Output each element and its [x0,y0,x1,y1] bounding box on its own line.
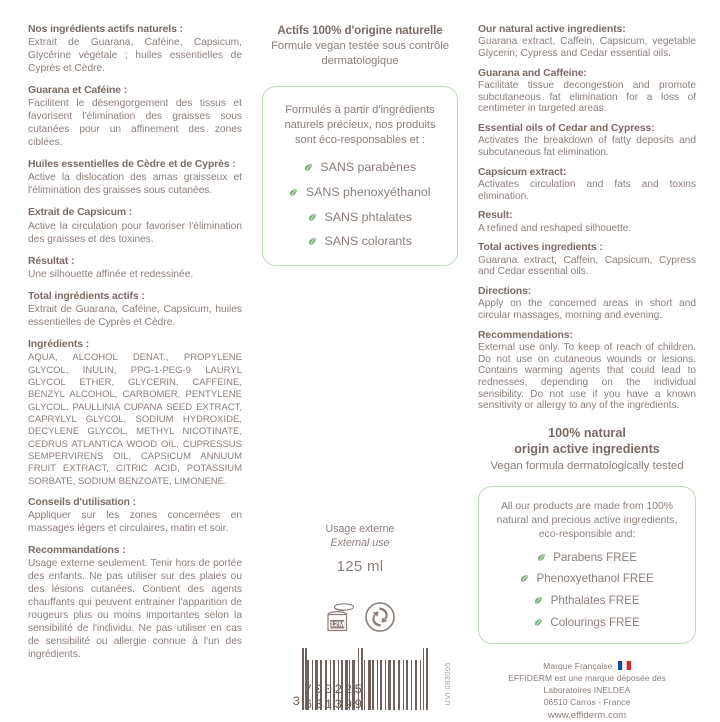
footer-line-1: EFFIDERM est une marque déposée des [478,672,696,684]
list-item [489,595,685,608]
list-item [275,161,445,175]
barcode-lead-digit: 3 [292,694,300,709]
footer-brand-label: Marque Française [543,661,612,671]
footer-brand-line [478,660,696,672]
list-item-label: SANS colorants [324,234,411,248]
section-total-actifs [28,291,242,330]
leaf-icon [308,212,317,221]
section-body: Extrait de Guarana, Caféine, Capsicum, Glycérine végétale ; huiles essentielles de Cyprès et Cèdre. [28,37,242,76]
section-body: Activates the breakdown of fatty deposits and subcutaneous fat elimination. [478,135,696,158]
section-heading: Extrait de Capsicum : [28,207,242,219]
section-heading: Guarana et Caféine : [28,85,242,97]
section-actifs-naturels [28,24,242,76]
sans-list [275,161,445,249]
free-from-intro: All our products are made from 100% natural and precious active ingredients, eco-responsible and: [489,500,685,541]
section-directions [478,286,696,322]
svg-text:12M: 12M [330,620,344,629]
free-from-intro: Formulés à partir d'ingrédients naturels précieux, nos produits sont éco-responsables et : [275,103,445,147]
claim-line-2: origin active ingredients [478,442,696,458]
list-item-label: Colourings FREE [550,616,640,629]
section-body: A refined and reshaped silhouette. [478,223,696,235]
natural-claim [478,426,696,473]
french-flag-icon [618,661,631,670]
section-ingredients [28,339,242,488]
manufacturer-footer [478,660,696,722]
section-body: Active la circulation pour favoriser l'élimination des graisses et des toxines. [28,221,242,247]
french-column [28,24,252,710]
leaf-icon [537,553,546,562]
footer-line-2: Laboratoires INELDEA [478,684,696,696]
leaf-icon [289,187,298,196]
section-heading: Résultat : [28,256,242,268]
section-body: Facilitent le désengorgement des tissus et favorisent l'élimination des graisses sous cutanées pour un affinement des zones ciblées. [28,98,242,150]
section-heading: Huiles essentielles de Cèdre et de Cyprès : [28,159,242,171]
ingredients-heading: Ingrédients : [28,339,242,351]
section-body: Activates circulation and fats and toxins elimination. [478,179,696,202]
section-essential-oils [478,123,696,159]
section-body: Apply on the concerned areas in short and circular massages, morning and evening. [478,298,696,321]
section-body: Guarana extract, Caffein, Capsicum, Cypress and Cedar essential oils. [478,255,696,278]
section-body: Usage externe seulement. Tenir hors de portée des enfants. Ne pas utiliser sur des plaies ou des lésions cutanées. Contient des agents chauffants qui peuvent entrainer l'apparition de rougeurs plus ou moins importantes selon la sensibilité de l'individu. Ne pas utiliser en cas de sensibilité ou allergie connue à l'un des ingrédients. [28,558,242,662]
section-recommandations [28,545,242,662]
volume-text: 125 ml [326,558,395,575]
usage-block [326,523,395,575]
section-guarana-cafeine [28,85,242,150]
free-list [489,552,685,630]
center-column [252,24,468,710]
list-item [489,552,685,565]
section-heading: Recommendations: [478,330,696,342]
section-heading: Total ingrédients actifs : [28,291,242,303]
center-title: Actifs 100% d'origine naturelle [277,24,442,38]
section-heading: Our natural active ingredients: [478,24,696,36]
section-body: Facilitate tissue decongestion and promote subcutaneous fat elimination for a loss of centimeter in targeted areas. [478,80,696,115]
english-column [468,24,696,710]
section-heading: Recommandations : [28,545,242,557]
section-conseils-utilisation [28,497,242,536]
section-heading: Result: [478,210,696,222]
section-body: Guarana extract, Caffein, Capsicum, vegetable Glycerin; Cypress and Cedar essential oils. [478,36,696,59]
claim-line-1: 100% natural [478,426,696,442]
section-body: Appliquer sur les zones concernées en massages légers et circulaires, matin et soir. [28,510,242,536]
section-heading: Nos ingrédients actifs naturels : [28,24,242,36]
list-item-label: Parabens FREE [553,551,637,564]
green-dot-recycling-icon [365,602,395,637]
period-after-opening-icon [325,601,355,638]
lot-code: UVI 083005 [443,662,452,706]
list-item [275,211,445,225]
section-heading: Directions: [478,286,696,298]
usage-french: Usage externe [326,523,395,537]
free-from-box-en [478,486,696,643]
list-item-label: SANS phtalates [324,210,411,224]
section-heading: Total actives ingredients : [478,242,696,254]
section-heading: Essential oils of Cedar and Cypress: [478,123,696,135]
section-result [478,210,696,234]
leaf-icon [308,236,317,245]
section-heading: Guarana and Caffeine: [478,68,696,80]
barcode [292,648,427,710]
list-item-label: SANS parabènes [320,160,416,174]
free-from-box-fr [262,86,458,266]
symbols-row [325,601,395,638]
inci-list: AQUA, ALCOHOL DENAT., PROPYLENE GLYCOL, INULIN, PPG-1-PEG-9 LAURYL GLYCOL ETHER, GLYCERIN, CAFFEINE, BENZYL ALCOHOL, CARBOMER, PENTYLENE GLYCOL, PAULLINIA CUPANA SEED EXTRACT, CAPRYLYL GLYCOL, SODIUM HYDROXIDE, DECYLENE GLYCOL, METHYL NICOTINATE, CEDRUS ATLANTICA WOOD OIL, CUPRESSUS SEMPERVIRENS OIL, CAPSICUM ANNUUM FRUIT EXTRACT, CITRIC ACID, POTASSIUM SORBATE, SODIUM BENZOATE, LIMONENE. [28,352,242,488]
leaf-icon [534,596,543,605]
list-item-label: Phthalates FREE [551,594,640,607]
footer-line-3: 06510 Carros - France [478,696,696,708]
section-natural-actives [478,24,696,60]
section-body: External use only. To keep of reach of children. Do not use on cutaneous wounds or lesions. Contains warming agents that could lead to rednesses, depending on the individual sensibility. Do not use if you have a known sensitivity or allergy to any of the ingredients. [478,342,696,412]
section-capsicum-extract [478,167,696,203]
list-item [489,573,685,586]
section-heading: Capsicum extract: [478,167,696,179]
list-item-label: Phenoxyethanol FREE [536,572,653,585]
section-heading: Conseils d'utilisation : [28,497,242,509]
section-body: Une silhouette affinée et redessinée. [28,269,242,282]
section-capsicum [28,207,242,246]
list-item [275,235,445,249]
section-recommendations [478,330,696,412]
leaf-icon [304,162,313,171]
section-guarana-caffeine [478,68,696,115]
section-huiles-essentielles [28,159,242,198]
claim-line-3: Vegan formula dermatologically tested [478,459,696,474]
section-resultat [28,256,242,282]
list-item [275,186,445,200]
footer-website[interactable]: www.effiderm.com [478,709,696,722]
section-total-actives [478,242,696,278]
leaf-icon [534,618,543,627]
list-item [489,617,685,630]
list-item-label: SANS phenoxyéthanol [306,185,431,199]
section-body: Active la dislocation des amas graisseux et l'élimination des graisses sous cutanées. [28,172,242,198]
barcode-digits: 700225 631399 [304,682,427,712]
section-body: Extrait de Guarana, Caféine, Capsicum, huiles essentielles de Cyprès et Cèdre. [28,304,242,330]
leaf-icon [520,574,529,583]
usage-english: External use [326,537,395,551]
center-subtitle: Formule vegan testée sous contrôle dermatologique [260,39,460,68]
